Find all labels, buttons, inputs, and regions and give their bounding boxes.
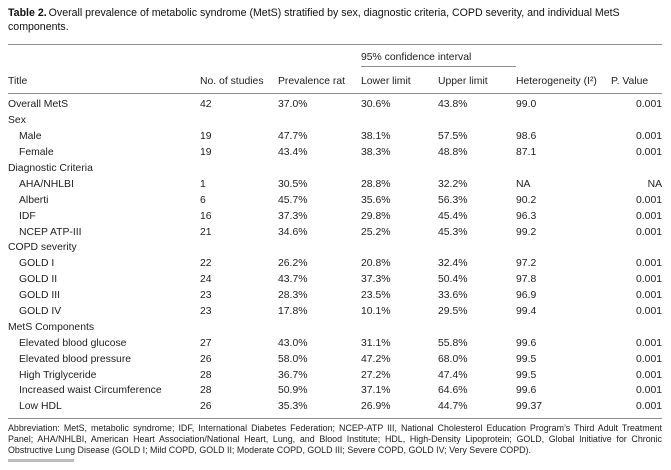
row-value: 43.4%: [278, 147, 308, 159]
row-value: 48.8%: [438, 147, 468, 159]
row-value: [278, 161, 361, 177]
table-section-row: [8, 240, 662, 256]
row-value: 37.0%: [278, 99, 308, 111]
row-value: 0.001: [636, 194, 663, 206]
table-section-row: [8, 161, 662, 177]
row-value: 99.5: [516, 369, 537, 381]
row-value: 97.8: [516, 274, 537, 286]
row-label: COPD severity: [8, 242, 77, 254]
row-label: Overall MetS: [8, 99, 69, 111]
row-label: High Triglyceride: [19, 369, 97, 381]
row-label: GOLD II: [19, 274, 58, 286]
column-header-row: [8, 66, 662, 93]
row-value: [200, 161, 278, 177]
row-value: 20.8%: [361, 258, 391, 270]
row-label: Diagnostic Criteria: [8, 163, 93, 174]
table-row: [8, 177, 662, 193]
table-row: [8, 129, 662, 145]
row-label: GOLD III: [19, 290, 60, 302]
row-value: 32.4%: [438, 258, 468, 270]
row-value: [516, 320, 611, 336]
row-value: NA: [516, 178, 531, 190]
row-value: 17.8%: [278, 306, 308, 318]
row-value: 44.7%: [438, 399, 516, 418]
row-value: 37.3%: [361, 274, 391, 286]
row-value: 27.2%: [361, 369, 391, 381]
row-value: 96.9: [516, 290, 537, 302]
row-value: [278, 320, 361, 336]
row-value: 99.2: [516, 226, 537, 238]
row-value: 45.7%: [278, 194, 308, 206]
row-value: 34.6%: [278, 226, 308, 238]
row-value: 0.001: [636, 99, 663, 111]
row-value: [438, 240, 516, 256]
row-label: Female: [19, 147, 54, 159]
row-value: 43.7%: [278, 274, 308, 286]
table-section-row: [8, 113, 662, 129]
row-value: 28: [200, 369, 212, 381]
row-value: 0.001: [636, 353, 663, 365]
table-row: [8, 288, 662, 304]
row-value: 38.1%: [361, 131, 391, 143]
row-value: [200, 320, 278, 336]
row-label: GOLD IV: [19, 306, 62, 318]
row-value: 99.0: [516, 99, 537, 111]
mets-prevalence-table: [8, 44, 662, 419]
row-value: [361, 320, 438, 336]
table-row: [8, 208, 662, 224]
row-label: IDF: [19, 210, 36, 222]
row-value: 35.3%: [278, 399, 361, 418]
table-row: [8, 272, 662, 288]
row-value: 0.001: [636, 210, 663, 222]
page-bottom-rule: [8, 459, 74, 462]
column-header-prevalence-rate: Prevalence rat: [278, 66, 361, 93]
table-row: [8, 224, 662, 240]
row-value: 0.001: [636, 337, 663, 349]
row-value: 47.4%: [438, 369, 468, 381]
row-value: [611, 320, 662, 336]
row-value: 37.1%: [361, 385, 391, 397]
row-value: 19: [200, 147, 212, 159]
row-value: 29.8%: [361, 210, 391, 222]
table-caption-label: Table 2.: [8, 7, 47, 19]
spanner-spacer-right: [516, 44, 662, 66]
row-value: 32.2%: [438, 178, 468, 190]
row-value: 26: [200, 353, 212, 365]
column-header-heterogeneity: Heterogeneity (I²): [516, 66, 611, 93]
row-value: [361, 113, 438, 129]
row-value: 55.8%: [438, 337, 468, 349]
row-value: 23: [200, 306, 212, 318]
ci-spanner-label: 95% confidence interval: [361, 44, 516, 66]
row-value: 0.001: [636, 131, 663, 143]
row-value: [611, 240, 662, 256]
row-value: 33.6%: [438, 290, 468, 302]
row-value: 30.6%: [361, 99, 391, 111]
row-value: 28.3%: [278, 290, 308, 302]
row-value: 30.5%: [278, 178, 308, 190]
row-value: 0.001: [636, 290, 663, 302]
row-label: Low HDL: [8, 399, 200, 418]
table-row: [8, 383, 662, 399]
row-value: 26: [200, 399, 278, 418]
table-caption-text: Overall prevalence of metabolic syndrome (MetS) stratified by sex, diagnostic criteria, COPD severity, and individual MetS components.: [8, 7, 620, 33]
row-value: 23.5%: [361, 290, 391, 302]
row-label: Increased waist Circumference: [19, 385, 162, 397]
row-value: [200, 240, 278, 256]
row-value: [438, 113, 516, 129]
row-value: 64.6%: [438, 385, 468, 397]
column-header-lower-limit: Lower limit: [361, 66, 438, 93]
ci-spanner-row: [8, 44, 662, 66]
column-header-title: Title: [8, 66, 200, 93]
row-label: Male: [19, 131, 42, 143]
row-value: 0.001: [636, 226, 663, 238]
row-label: Elevated blood pressure: [19, 353, 132, 365]
row-label: Sex: [8, 115, 26, 127]
row-value: 36.7%: [278, 369, 308, 381]
row-value: 26.2%: [278, 258, 308, 270]
row-value: 97.2: [516, 258, 537, 270]
row-value: NA: [647, 178, 663, 190]
row-value: 26.9%: [361, 399, 438, 418]
table-row: [8, 256, 662, 272]
row-value: 99.6: [516, 337, 537, 349]
row-value: 45.3%: [438, 226, 468, 238]
row-value: [200, 113, 278, 129]
row-value: 0.001: [636, 385, 663, 397]
row-value: 57.5%: [438, 131, 468, 143]
row-value: 31.1%: [361, 337, 391, 349]
row-value: 43.0%: [278, 337, 308, 349]
row-value: [611, 113, 662, 129]
row-value: 96.3: [516, 210, 537, 222]
row-value: 90.2: [516, 194, 537, 206]
column-header-p-value: P. Value: [611, 66, 662, 93]
column-header-no-of-studies: No. of studies: [200, 66, 278, 93]
table-row: [8, 352, 662, 368]
row-value: [611, 161, 662, 177]
table-row: [8, 336, 662, 352]
row-value: [278, 240, 361, 256]
row-value: [516, 113, 611, 129]
row-value: 87.1: [516, 147, 537, 159]
row-value: 29.5%: [438, 306, 468, 318]
table-footnote: Abbreviation: MetS, metabolic syndrome; IDF, International Diabetes Federation; NCEP-ATP III, National Cholesterol Education Program’s Third Adult Treatment Panel; AHA/NHLBI, American Heart Association/National Heart, Lung, and Blood Institute; HDL, High-Density Lipoprotein; GOLD, Global Initiative for Chronic Obstructive Lung Disease (GOLD I; Mild COPD, GOLD II; Moderate COPD, GOLD III; Severe COPD, GOLD IV; Very Severe COPD).: [8, 422, 662, 455]
row-value: 23: [200, 290, 212, 302]
row-value: 47.2%: [361, 353, 391, 365]
row-value: [438, 320, 516, 336]
row-value: 28: [200, 385, 212, 397]
row-value: 35.6%: [361, 194, 391, 206]
row-value: 50.9%: [278, 385, 308, 397]
row-value: 22: [200, 258, 212, 270]
table-row: [8, 93, 662, 113]
row-value: 98.6: [516, 131, 537, 143]
table-section-row: [8, 320, 662, 336]
row-value: 24: [200, 274, 212, 286]
row-value: 45.4%: [438, 210, 468, 222]
row-value: [361, 161, 438, 177]
row-value: 99.5: [516, 353, 537, 365]
row-value: 56.3%: [438, 194, 468, 206]
row-value: 0.001: [636, 258, 663, 270]
row-value: 0.001: [636, 306, 663, 318]
row-value: [438, 161, 516, 177]
row-label: NCEP ATP-III: [19, 226, 82, 238]
row-value: 0.001: [636, 369, 663, 381]
table-row: [8, 304, 662, 320]
table-row: [8, 367, 662, 383]
table-row: [8, 193, 662, 209]
spanner-spacer-left: [8, 44, 361, 66]
row-label: AHA/NHLBI: [19, 178, 74, 190]
row-value: 27: [200, 337, 212, 349]
row-label: MetS Components: [8, 321, 95, 333]
row-value: [361, 240, 438, 256]
row-value: 37.3%: [278, 210, 308, 222]
table-caption: [8, 7, 662, 35]
row-value: 50.4%: [438, 274, 468, 286]
row-label: Elevated blood glucose: [19, 337, 127, 349]
table-body: [8, 93, 662, 418]
table-row: [8, 145, 662, 161]
row-value: [516, 240, 611, 256]
row-value: [278, 113, 361, 129]
row-value: 6: [200, 194, 206, 206]
row-value: 21: [200, 226, 212, 238]
row-value: 0.001: [636, 147, 663, 159]
row-value: 25.2%: [361, 226, 391, 238]
row-value: 38.3%: [361, 147, 391, 159]
row-value: 99.4: [516, 306, 537, 318]
row-value: 0.001: [636, 274, 663, 286]
row-value: 47.7%: [278, 131, 308, 143]
row-value: 68.0%: [438, 353, 468, 365]
row-value: 99.37: [516, 399, 611, 418]
row-value: [516, 161, 611, 177]
row-value: 10.1%: [361, 306, 391, 318]
row-value: 99.6: [516, 385, 537, 397]
row-value: 28.8%: [361, 178, 391, 190]
row-value: 58.0%: [278, 353, 308, 365]
row-value: 0.001: [611, 399, 662, 418]
row-value: 16: [200, 210, 212, 222]
row-value: 1: [200, 178, 206, 190]
row-label: GOLD I: [19, 258, 55, 270]
row-label: Alberti: [19, 194, 49, 206]
row-value: 43.8%: [438, 99, 468, 111]
column-header-upper-limit: Upper limit: [438, 66, 516, 93]
table-row: [8, 399, 662, 418]
row-value: 19: [200, 131, 212, 143]
row-value: 42: [200, 99, 212, 111]
table-header: [8, 44, 662, 93]
